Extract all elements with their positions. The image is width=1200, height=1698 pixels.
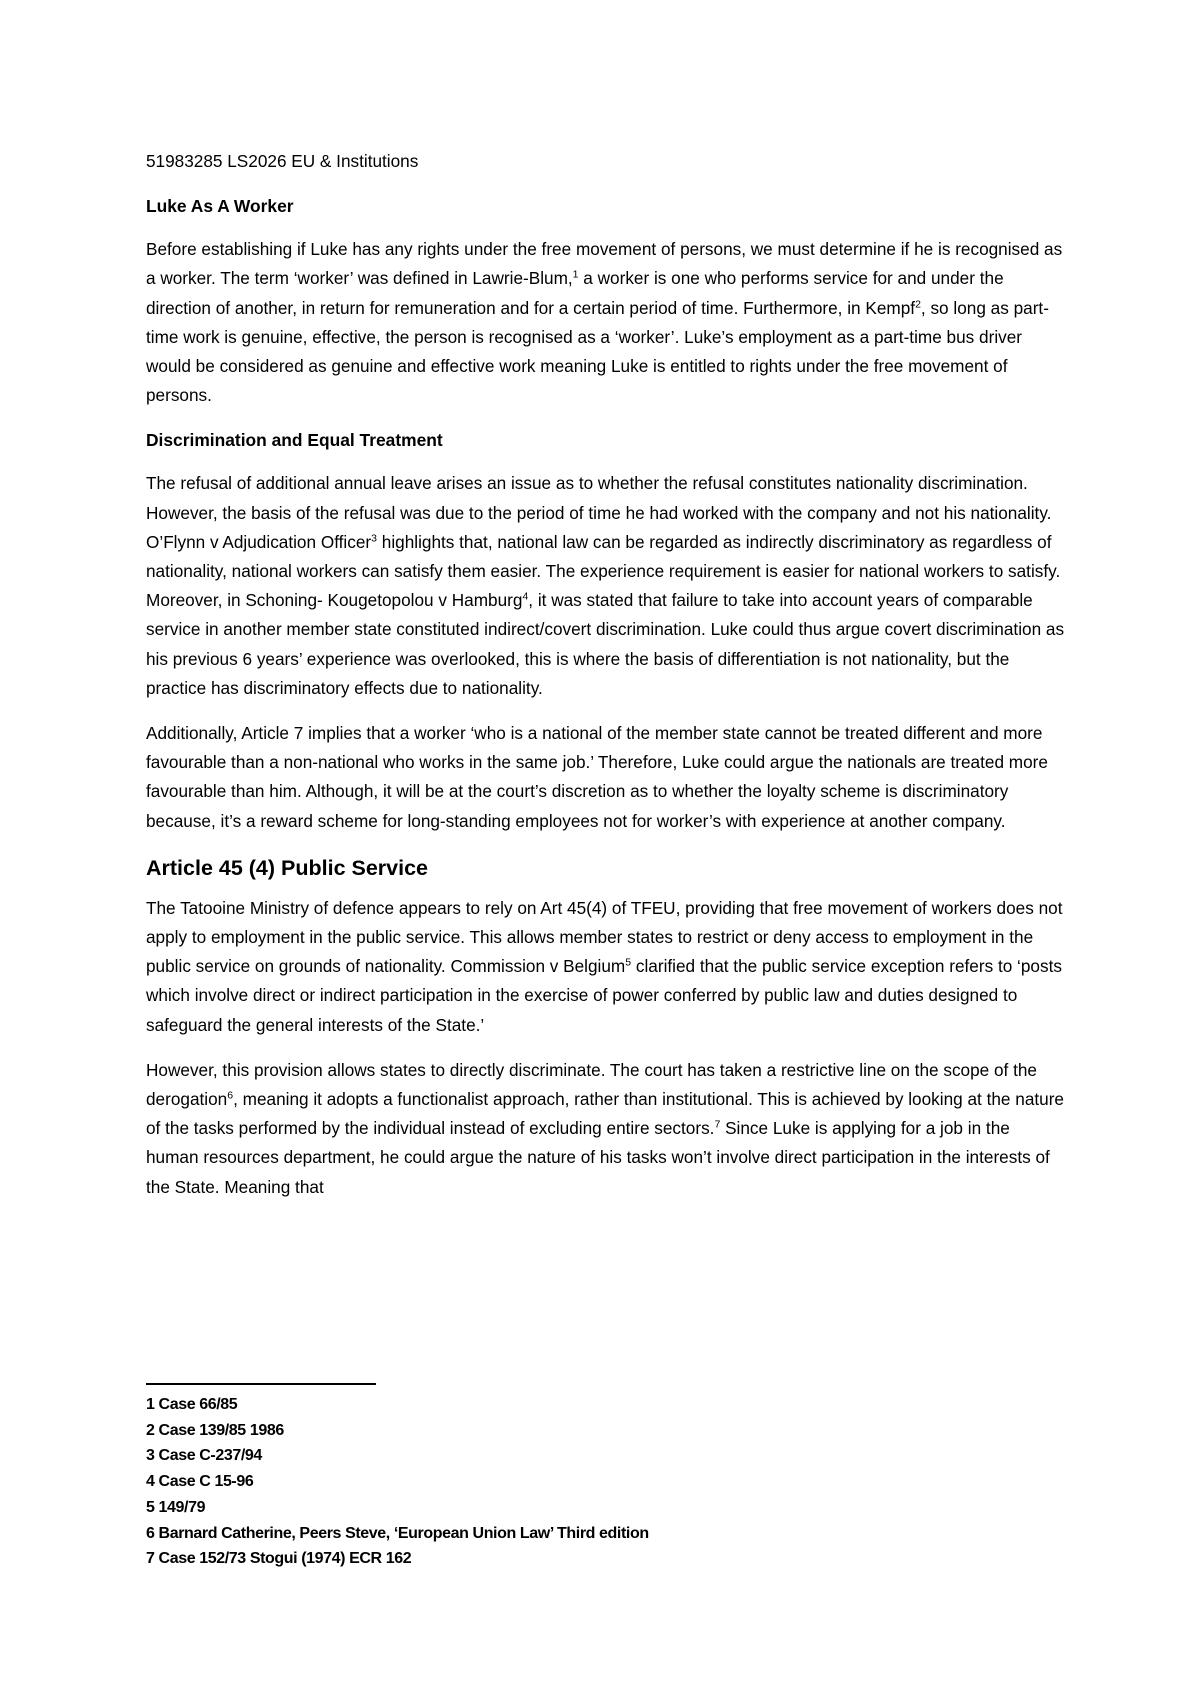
footnote-ref-6: 6 [227,1089,234,1102]
footnote-5: 5 149/79 [146,1498,206,1516]
footnote-4: 4 Case C 15-96 [146,1473,254,1491]
document-body [146,147,1066,1218]
footnote-ref-5: 5 [625,956,632,969]
footnote-1: 1 Case 66/85 [146,1396,238,1413]
footnote-ref-4: 4 [522,590,529,603]
text-run: highlights that, national law can be regarded as indirectly discriminatory as regardless of nationality, national workers can satisfy them easier. The experience requirement is easier for national workers to satisfy. Moreover, in Schoning- Kougetopolou v Hamburg [146,531,1061,611]
footnote-separator [146,1383,376,1385]
paragraph-public-service-1 [146,894,1066,1040]
footnote-6: 6 Barnard Catherine, Peers Steve, ‘European Union Law’ Third edition [146,1524,649,1542]
paragraph-discrimination-1 [146,469,1066,703]
text-run: Before establishing if Luke has any rights under the free movement of persons, we must determine if he is recognised as a worker. The term ‘worker’ was defined in Lawrie-Blum, [146,239,1063,289]
footnote-2: 2 Case 139/85 1986 [146,1421,284,1439]
footnote-ref-7: 7 [714,1118,721,1131]
text-run: a worker is one who performs service for and under the direction of another, in return for remuneration and for a certain period of time. Furthermore, in Kempf [146,268,1004,318]
heading-discrimination: Discrimination and Equal Treatment [146,430,443,451]
text-run: , meaning it adopts a functionalist approach, rather than institutional. This is achieved by looking at the nature of the tasks performed by the individual instead of excluding entire sectors. [146,1089,1064,1139]
document-header: 51983285 LS2026 EU & Institutions [146,151,419,171]
footnote-3: 3 Case C-237/94 [146,1447,262,1465]
text-run: clarified that the public service exception refers to ‘posts which involve direct or indirect participation in the exercise of power conferred by public law and duties designed to safeguard the general interests of the State.’ [146,956,1062,1035]
paragraph-worker [146,235,1066,410]
footnote-ref-1: 1 [572,268,579,281]
text-run: The refusal of additional annual leave arises an issue as to whether the refusal constitutes nationality discrimination. However, the basis of the refusal was due to the period of time he had worked with the company and not his nationality. O’Flynn v Adjudication Officer [146,473,1052,552]
footnote-ref-2: 2 [915,297,921,310]
heading-public-service: Article 45 (4) Public Service [146,855,429,880]
text-run: , so long as part-time work is genuine, effective, the person is recognised as a ‘worker’. Luke’s employment as a part-time bus driver would be considered as genuine and effective work meaning Luke is entitled to rights under the free movement of persons. [146,297,1049,406]
heading-luke-as-worker: Luke As A Worker [146,196,294,217]
paragraph-public-service-2 [146,1056,1066,1202]
footnote-ref-3: 3 [371,532,377,545]
footnotes [146,1392,1046,1572]
text-run: , it was stated that failure to take into account years of comparable service in another member state constituted indirect/covert discrimination. Luke could thus argue covert discrimination as his previous 6 years’ experience was overlooked, this is where the basis of differentiation is not nationality, but the practice has discriminatory effects due to nationality. [146,590,1065,698]
text-run: However, this provision allows states to directly discriminate. The court has taken a restrictive line on the scope of the derogation [146,1059,1037,1110]
paragraph-discrimination-2: Additionally, Article 7 implies that a worker ‘who is a national of the member state cannot be treated different and more favourable than a non-national who works in the same job.’ Therefore, Luke could argue the nationals are treated more favourable than him. Although, it will be at the court’s discretion as to whether the loyalty scheme is discriminatory because, it’s a reward scheme for long-standing employees not for worker’s with experience at another company. [146,723,1048,831]
footnote-7: 7 Case 152/73 Stogui (1974) ECR 162 [146,1550,412,1568]
text-run: Since Luke is applying for a job in the human resources department, he could argue the nature of his tasks won’t involve direct participation in the interests of the State. Meaning that [146,1118,1050,1197]
text-run: The Tatooine Ministry of defence appears to rely on Art 45(4) of TFEU, providing that free movement of workers does not apply to employment in the public service. This allows member states to restrict or deny access to employment in the public service on grounds of nationality. Commission v Belgium [146,897,1063,977]
